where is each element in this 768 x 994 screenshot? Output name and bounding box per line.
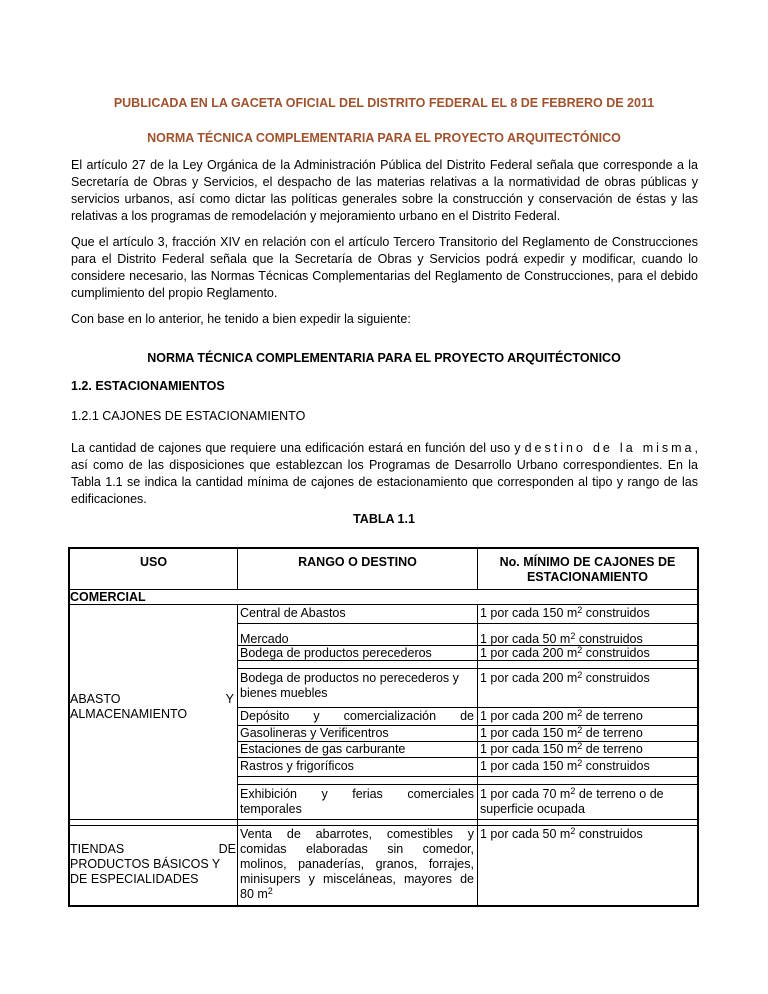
subsection-heading: 1.2.1 CAJONES DE ESTACIONAMIENTO — [71, 409, 306, 423]
group-tiendas-line1: TIENDAS — [70, 842, 125, 856]
row-line — [237, 776, 698, 777]
group-abasto — [70, 692, 234, 722]
table-border-right — [697, 547, 699, 906]
row-line — [237, 707, 698, 708]
paragraph-cajones-rest: así como de las disposiciones que establezcan los Programas de Desarrollo Urbano correspondientes. En la Tabla 1.1 se indica la cantidad mínima de cajones de estacionamiento que corresponden al tipo y rango de las edificaciones. — [71, 458, 698, 506]
header-minimo-line2: ESTACIONAMIENTO — [526, 570, 649, 584]
group-line — [68, 825, 698, 826]
table-row-minimo: 1 por cada 200 $m^2$ de terreno — [480, 708, 643, 723]
group-abasto-line1: ABASTO — [70, 692, 121, 706]
paragraph-con-base: Con base en lo anterior, he tenido a bien expedir la siguiente: — [71, 312, 411, 326]
paragraph-cajones-spaced: destino de la misma — [524, 441, 695, 455]
table-row-minimo: 1 por cada 200 $m^2$ construidos — [480, 645, 650, 660]
paragraph-article-3: Que el artículo 3, fracción XIV en relación con el artículo Tercero Transitorio del Reglamento de Construcciones para el Distrito Federal señala que la Secretaría de Obras y Servicios podrá expedir y modificar, cuando lo considere necesario, las Normas Técnicas Complementarias del Reglamento de Construcciones, para el debido cumplimiento del propio Reglamento. — [71, 235, 698, 300]
header-rango: RANGO O DESTINO — [298, 555, 417, 569]
paragraph-article-27: El artículo 27 de la Ley Orgánica de la Administración Pública del Distrito Federal señala que corresponde a la Secretaría de Obras y Servicios, el despacho de las materias relativas a la normatividad de obras públicas y servicios urbanos, así como dictar las políticas generales sobre la construcción y conservación de éstas y las relativas a los programas de remodelación y mejoramiento urbano en el Distrito Federal. — [71, 158, 698, 223]
category-bottom-line — [68, 604, 698, 605]
table-row-rango: Mercado — [240, 632, 289, 646]
table-row-minimo: 1 por cada 150 $m^2$ construidos — [480, 605, 650, 620]
table-row-rango: Depósito y comercialización de — [240, 709, 474, 723]
table-row-minimo: 1 por cada 200 $m^2$ construidos — [480, 670, 650, 685]
body-divider-2 — [477, 604, 478, 906]
table-row-rango: Rastros y frigoríficos — [240, 759, 354, 773]
table-row-minimo: 1 por cada 70 $m^2$ de terreno o de superficie ocupada — [480, 786, 664, 816]
paragraph-cajones-start: La cantidad de cajones que requiere una edificación estará en función del uso y — [71, 441, 525, 455]
section-heading: 1.2. ESTACIONAMIENTOS — [71, 379, 225, 393]
table-row-minimo: 1 por cada 150 $m^2$ de terreno — [480, 725, 643, 740]
document-title: NORMA TÉCNICA COMPLEMENTARIA PARA EL PROYECTO ARQUITECTÓNICO — [147, 131, 621, 145]
table-title: TABLA 1.1 — [353, 512, 415, 526]
group-tiendas — [70, 842, 236, 887]
group-tiendas-line3: DE ESPECIALIDADES — [70, 872, 199, 886]
group-abasto-line1-right: Y — [225, 692, 234, 706]
group-abasto-line2: ALMACENAMIENTO — [70, 707, 188, 721]
table-row-rango: Estaciones de gas carburante — [240, 742, 406, 756]
row-line — [237, 668, 698, 669]
table-row-minimo: 1 por cada 50 $m^2$ construidos — [480, 631, 643, 646]
row-line — [237, 757, 698, 758]
group-tiendas-line2: PRODUCTOS BÁSICOS Y — [70, 857, 221, 871]
gazette-publication-line: PUBLICADA EN LA GACETA OFICIAL DEL DISTRITO FEDERAL EL 8 DE FEBRERO DE 2011 — [113, 96, 655, 110]
table-row-rango: Bodega de productos no perecederos y bienes muebles — [240, 671, 459, 700]
table-row-rango: Exhibición y ferias comerciales temporales — [240, 787, 474, 816]
header-minimo-line1: No. MÍNIMO DE CAJONES DE — [499, 555, 676, 569]
table-row-rango: Venta de abarrotes, comestibles y comidas elaboradas sin comedor, molinos, panaderías, granos, forrajes, minisupers y misceláneas, mayores de 80 $m^2$ — [240, 827, 474, 901]
row-line — [237, 623, 698, 624]
table-row-minimo: 1 por cada 50 $m^2$ construidos — [480, 826, 643, 841]
table-border-top — [68, 547, 698, 549]
norma-title: NORMA TÉCNICA COMPLEMENTARIA PARA EL PROYECTO ARQUITÉCTONICO — [147, 351, 621, 365]
category-comercial: COMERCIAL — [70, 590, 146, 604]
paragraph-cajones-comma: , — [694, 441, 698, 455]
header-bottom-line — [68, 589, 698, 590]
table-row-rango: Gasolineras y Verificentros — [240, 726, 389, 740]
table-row-rango: Bodega de productos perecederos — [240, 646, 432, 660]
group-line — [68, 819, 698, 820]
table-row-minimo: 1 por cada 150 $m^2$ de terreno — [480, 741, 643, 756]
group-tiendas-line1-right: DE — [218, 842, 236, 856]
body-divider-1 — [237, 604, 238, 906]
paragraph-cajones — [71, 440, 698, 508]
table-row-minimo: 1 por cada 150 $m^2$ construidos — [480, 758, 650, 773]
row-line — [237, 784, 698, 785]
header-minimo — [478, 555, 697, 585]
table-row-rango: Central de Abastos — [240, 606, 346, 620]
table-border-bottom — [68, 905, 699, 907]
header-uso: USO — [139, 555, 168, 569]
